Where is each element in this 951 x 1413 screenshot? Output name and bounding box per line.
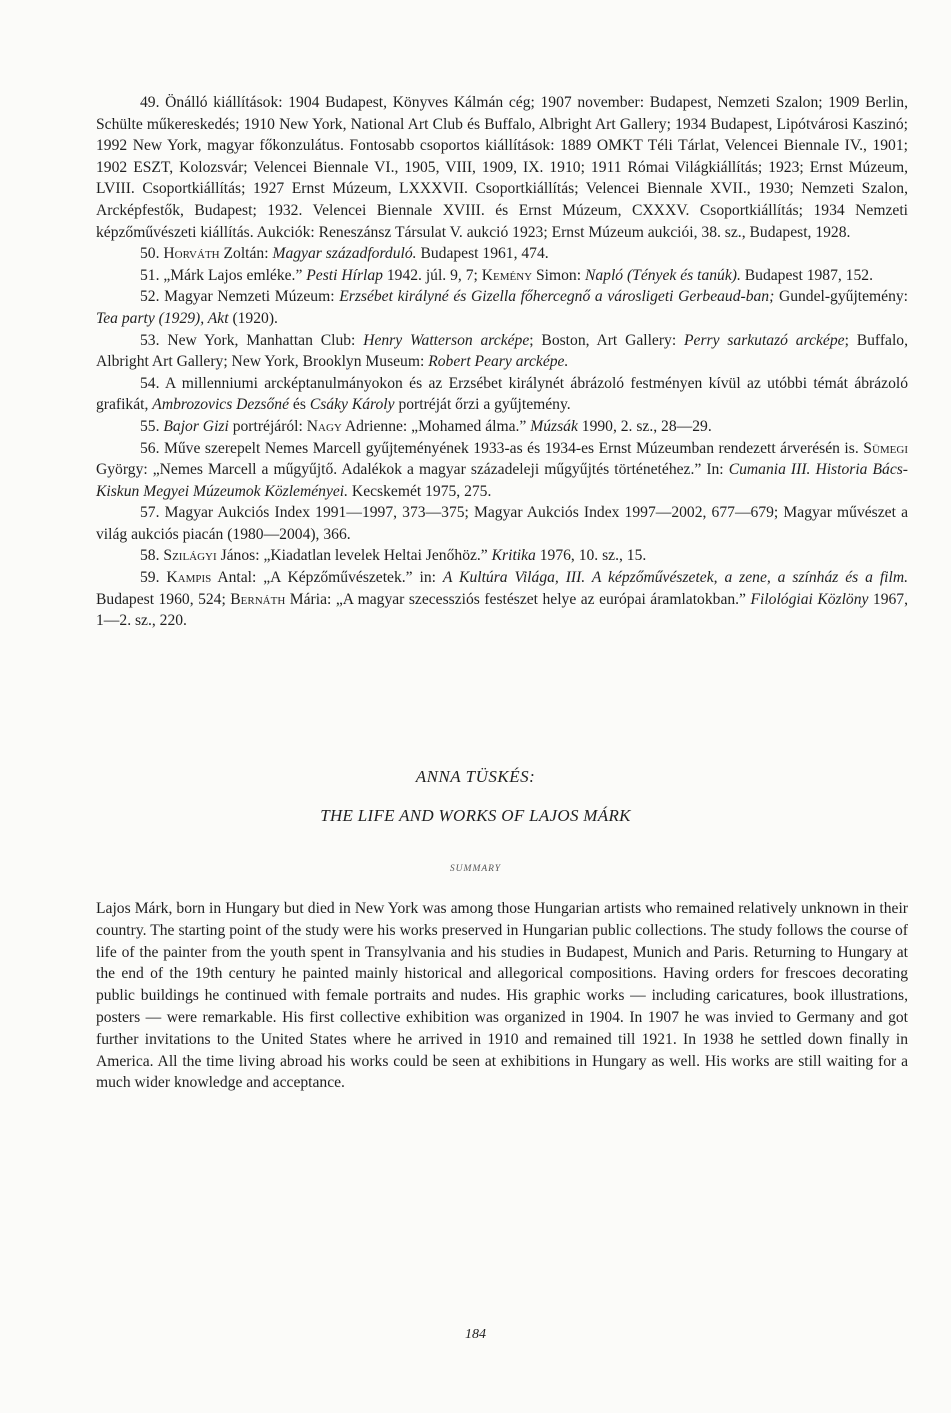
endnotes <box>96 92 908 632</box>
note-italic-run: Perry sarkutazó arcképe <box>684 331 845 349</box>
note-text-run: 59. <box>140 569 167 587</box>
endnote-53 <box>96 330 908 373</box>
note-text-run: György: „Nemes Marcell a műgyűjtő. Adalékok a magyar századeleji műgyűjtés történetéhez.” In: <box>96 461 729 479</box>
note-italic-run: Robert Peary arcképe. <box>428 353 569 371</box>
note-text-run: 57. Magyar Aukciós Index 1991—1997, 373—375; Magyar Aukciós Index 1997—2002, 677—679; Magyar művészet a világ aukciós piacán (1980—2004), 366. <box>96 504 908 543</box>
note-text-run: és <box>289 396 310 414</box>
author-surname: Bernáth <box>230 590 286 608</box>
endnote-56 <box>96 438 908 503</box>
author-surname: Szilágyi <box>163 547 217 565</box>
note-text-run: 58. <box>140 547 164 565</box>
note-text-run: 49. Önálló kiállítások: 1904 Budapest, Könyves Kálmán cég; 1907 november: Budapest, Nemzeti Szalon; 1909 Berlin, Schülte műkereskedés; 1910 New York, National Art Club és Buffalo, Albright Art Gallery; 1934 Budapest, Lipótvárosi Kaszinó; 1992 New York, magyar főkonzulátus. Fontosabb csoportos kiállítások: 1889 OMKT Téli Tárlat, Velencei Biennale IV., 1901; 1902 ESZT, Kolozsvár; Velencei Biennale VI., 1905, VIII, 1909, IX. 1910; 1911 Római Világkiállítás; 1923; Ernst Múzeum, LVIII. Csoportkiállítás; 1927 Ernst Múzeum, LXXXVII. Csoportkiállítás; Velencei Biennale XVII., 1930; Nemzeti Szalon, Arcképfestők, Budapest; 1932. Velencei Biennale XVIII. és Ernst Múzeum, CXXXV. Csoportkiállítás; 1934 Nemzeti képzőművészeti kiállítás. Aukciók: Reneszánsz Társulat V. aukció 1923; Ernst Múzeum aukciói, 38. sz., Budapest, 1928. <box>96 94 908 241</box>
summary-author: ANNA TÜSKÉS: <box>415 767 536 786</box>
note-text-run: Gundel-gyűjtemény: <box>774 288 909 306</box>
note-text-run: 50. <box>140 245 164 263</box>
author-surname: Nagy <box>306 417 342 435</box>
note-text-run: 52. Magyar Nemzeti Múzeum: <box>140 288 340 306</box>
note-text-run: Budapest 1960, 524; <box>96 590 231 608</box>
note-text-run: 1990, 2. sz., 28—29. <box>577 417 712 435</box>
endnote-51 <box>96 265 908 287</box>
endnote-54 <box>96 373 908 416</box>
note-text-run: Budapest 1961, 474. <box>416 245 549 263</box>
note-text-run: 54. A millenniumi arcképtanulmányokon és az Erzsébet királynét ábrázoló festményen kívül az utóbbi témát ábrázoló grafikát, <box>96 374 908 414</box>
note-text-run: Mária: „A magyar szecessziós festészet helye az európai áramlatokban.” <box>285 590 751 608</box>
note-italic-run: Henry Watterson arcképe <box>363 331 530 349</box>
note-text-run: 55. <box>140 417 164 435</box>
author-surname: Horváth <box>163 245 220 263</box>
note-italic-run: Bajor Gizi <box>163 417 229 435</box>
note-text-run: ; Boston, Art Gallery: <box>529 331 684 349</box>
summary-label: SUMMARY <box>449 864 502 874</box>
endnote-50 <box>96 243 908 265</box>
summary-text: Lajos Márk, born in Hungary but died in New York was among those Hungarian artists who remained relatively unknown in their country. The starting point of the study were his works preserved in Hungarian public collections. The study follows the course of life of the painter from the youth spent in Transylvania and his studies in Budapest, Munich and Paris. Returning to Hungary at the end of the 19th century he painted mainly historical and allegorical compositions. Having orders for frescoes decorating public buildings he continued with female portraits and nudes. His graphic works — including caricatures, book illustrations, posters — were remarkable. His first collective exhibition was organized in 1904. In 1907 he was invied to Germany and got further invitations to the United States where he arrived in 1910 and remained till 1921. In 1938 he settled down finally in America. All the time living abroad his works could be seen at exhibitions in Hungary as well. His works are still waiting for a much wider knowledge and acceptance. <box>96 900 908 1092</box>
note-italic-run: Tea party (1929), Akt <box>96 309 229 327</box>
note-text-run: 53. New York, Manhattan Club: <box>140 331 364 349</box>
note-text-run: Simon: <box>532 266 585 284</box>
author-surname: Sümegi <box>863 439 908 457</box>
note-text-run: 1976, 10. sz., 15. <box>535 547 647 565</box>
note-italic-run: Csáky Károly <box>309 396 395 414</box>
note-italic-run: Magyar századforduló. <box>272 245 417 263</box>
note-italic-run: Múzsák <box>530 417 578 435</box>
summary-title: THE LIFE AND WORKS OF LAJOS MÁRK <box>320 806 631 825</box>
note-italic-run: Erzsébet királyné és Gizella főhercegnő a városligeti Gerbeaud-ban; <box>339 288 775 306</box>
note-text-run: 51. „Márk Lajos emléke.” <box>140 266 307 284</box>
note-text-run: Budapest 1987, 152. <box>740 266 873 284</box>
endnote-52 <box>96 286 908 329</box>
author-surname: Kampis <box>166 569 212 587</box>
note-text-run: (1920). <box>228 309 278 327</box>
note-text-run: 56. Műve szerepelt Nemes Marcell gyűjteményének 1933-as és 1934-es Ernst Múzeumban rendezett árverésén is. <box>140 439 864 457</box>
endnote-58 <box>96 545 908 567</box>
endnote-49 <box>96 92 908 243</box>
note-text-run: ; Buffalo, Albright Art Gallery; New York, Brooklyn Museum: <box>96 331 908 371</box>
note-italic-run: A Kultúra Világa, III. A képzőművészetek, a zene, a színház és a film. <box>442 569 908 587</box>
note-text-run: Kecskemét 1975, 275. <box>348 482 492 500</box>
note-text-run: János: „Kiadatlan levelek Heltai Jenőhöz.” <box>216 547 492 565</box>
note-italic-run: Cumania III. Historia Bács-Kiskun Megyei Múzeumok Közleményei. <box>96 461 908 500</box>
note-italic-run: Filológiai Közlöny <box>750 590 869 608</box>
endnote-59 <box>96 567 908 632</box>
note-text-run: 1942. júl. 9, 7; <box>382 266 482 284</box>
note-text-run: Adrienne: „Mohamed álma.” <box>341 417 531 435</box>
note-italic-run: Kritika <box>491 547 536 565</box>
author-surname: Kemény <box>481 266 533 284</box>
endnote-55 <box>96 416 908 438</box>
page-number: 184 <box>465 1327 486 1342</box>
note-italic-run: Ambrozovics Dezsőné <box>152 396 290 414</box>
note-italic-run: Pesti Hírlap <box>306 266 383 284</box>
note-text-run: portréjáról: <box>228 417 307 435</box>
note-text-run: Antal: „A Képzőművészetek.” in: <box>211 569 443 587</box>
note-italic-run: Napló (Tények és tanúk). <box>584 266 741 284</box>
note-text-run: 1967, 1—2. sz., 220. <box>96 590 909 630</box>
note-text-run: portréját őrzi a gyűjtemény. <box>394 396 571 414</box>
endnote-57 <box>96 502 908 545</box>
note-text-run: Zoltán: <box>219 245 273 263</box>
